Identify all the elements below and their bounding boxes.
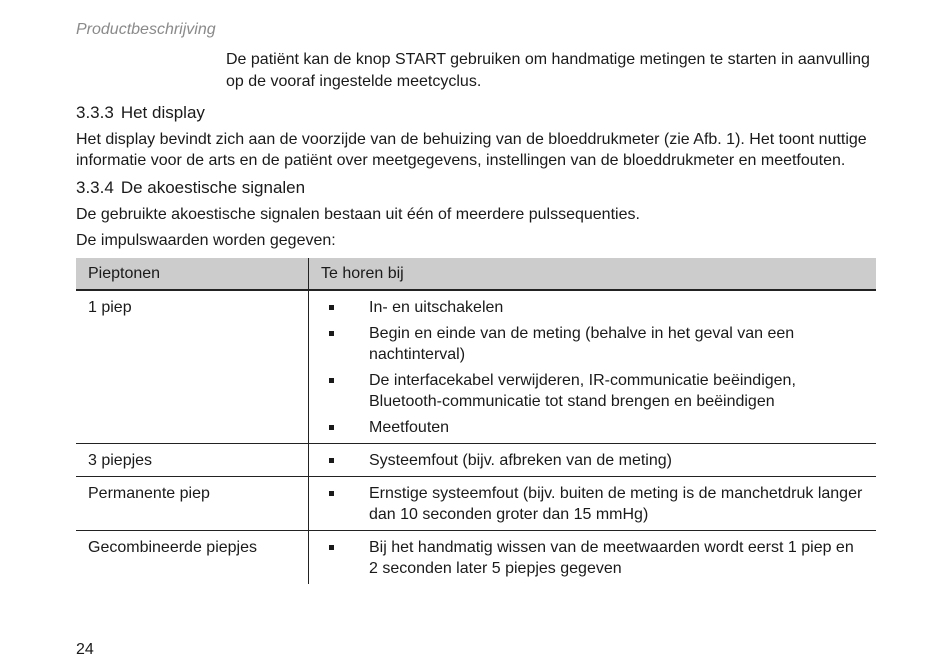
list-item: Systeemfout (bijv. afbreken van de meting) xyxy=(321,450,864,471)
occasion-cell xyxy=(309,477,877,531)
running-header: Productbeschrijving xyxy=(76,21,216,38)
section-heading-display xyxy=(76,102,205,124)
occasion-list xyxy=(321,297,864,438)
section-heading-acoustic xyxy=(76,177,305,199)
beep-table xyxy=(76,258,876,584)
impulse-paragraph: De impulswaarden worden gegeven: xyxy=(76,232,336,249)
tone-cell: 1 piep xyxy=(76,290,309,444)
table-row xyxy=(76,444,876,477)
section-title: Het display xyxy=(120,103,205,122)
tone-cell: Permanente piep xyxy=(76,477,309,531)
tone-cell: Gecombineerde piepjes xyxy=(76,531,309,585)
section-title: De akoestische signalen xyxy=(120,178,306,197)
table-header-row xyxy=(76,258,876,290)
occasion-cell xyxy=(309,290,877,444)
occasion-list xyxy=(321,450,864,471)
list-item: Begin en einde van de meting (behalve in het geval van een nachtinterval) xyxy=(321,323,864,365)
intro-paragraph: De patiënt kan de knop START gebruiken om handmatige metingen te starten in aanvulling op de vooraf ingestelde meetcyclus. xyxy=(226,51,870,90)
list-item: In- en uitschakelen xyxy=(321,297,864,318)
tone-cell: 3 piepjes xyxy=(76,444,309,477)
occasion-cell xyxy=(309,444,877,477)
section-number: 3.3.3 xyxy=(76,103,114,122)
table-row xyxy=(76,531,876,585)
column-header-tones: Pieptonen xyxy=(76,258,309,290)
acoustic-paragraph: De gebruikte akoestische signalen bestaan uit één of meerdere pulssequenties. xyxy=(76,206,640,223)
table-row xyxy=(76,477,876,531)
list-item: Bij het handmatig wissen van de meetwaarden wordt eerst 1 piep en 2 seconden later 5 piepjes gegeven xyxy=(321,537,864,579)
list-item: Meetfouten xyxy=(321,417,864,438)
table-row xyxy=(76,290,876,444)
section-number: 3.3.4 xyxy=(76,178,114,197)
occasion-list xyxy=(321,537,864,579)
display-paragraph: Het display bevindt zich aan de voorzijde van de behuizing van de bloeddrukmeter (zie Afb. 1). Het toont nuttige informatie voor de arts en de patiënt over meetgegevens, instellingen van de bloeddrukmeter en meetfouten. xyxy=(76,131,867,169)
page-number: 24 xyxy=(76,641,94,658)
list-item: De interfacekabel verwijderen, IR-communicatie beëindigen, Bluetooth-communicatie tot stand brengen en beëindigen xyxy=(321,370,864,412)
occasion-cell xyxy=(309,531,877,585)
column-header-occasion: Te horen bij xyxy=(309,258,877,290)
occasion-list xyxy=(321,483,864,525)
list-item: Ernstige systeemfout (bijv. buiten de meting is de manchetdruk langer dan 10 seconden groter dan 15 mmHg) xyxy=(321,483,864,525)
